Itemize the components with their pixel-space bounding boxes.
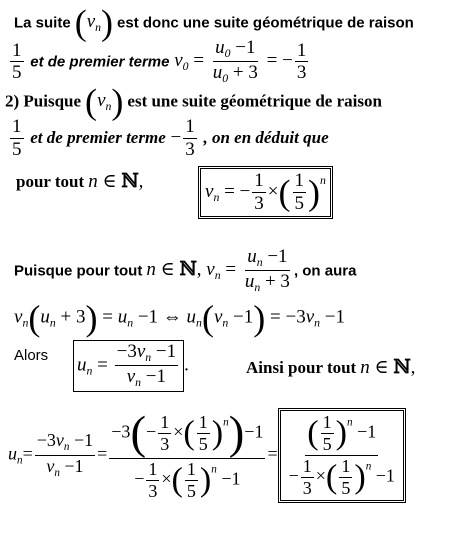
line-6-rest: , on aura	[293, 262, 357, 280]
line-6: Puisque pour tout n ∈ ℕ, $v_n$ = $\frac{u_n -1}{u_n + 3}$ , on aura	[14, 246, 357, 295]
line-1	[14, 5, 414, 41]
line-5-text: pour tout	[16, 172, 85, 191]
sequence-v: $(v_n)$	[74, 3, 114, 43]
line-4-rest: , on en déduit que	[203, 127, 329, 147]
final-equation: $u_n=$ $\frac{-3v_n -1}{v_n -1}$ = −3(− $\frac{1}{3}$ ×( $\frac{1}{5}$ )$^n$)−1 − $\frac{1}{3}$ ×( $\frac{1}{5}$ )$^n$ −1 = ( $\frac{1}{5}$ )$^n$ −1 − $\frac{1}{3}$ ×( $\frac{1}{5}$ )$^n$ −1	[8, 408, 406, 503]
boxed-vn-formula: $v_n$ = − $\frac{1}{3}$ ×( $\frac{1}{5}$ )$^n$	[198, 166, 333, 219]
line-5: pour tout n ∈ ℕ,	[16, 170, 144, 192]
line-7-equation: $v_n(u_n + 3) = u_n -1$ ⇔ $u_n(v_n -1) = -3v_n -1$	[14, 298, 345, 338]
question-2-label: 2) Puisque	[5, 91, 82, 111]
line-1-rest: est donc une suite géométrique de raison	[117, 14, 414, 32]
line-8-ainsi: Ainsi pour tout n ∈ ℕ,	[246, 356, 416, 378]
line-8	[14, 347, 48, 365]
line-4-text: et de premier terme	[30, 127, 166, 147]
line-2-text: et de premier terme	[30, 53, 170, 71]
line-6-text: Puisque pour tout	[14, 262, 143, 280]
line-2: $\frac{1}{5}$ et de premier terme $v_0$ = $\frac{u_0 -1}{u_0 + 3}$ = − $\frac{1}{3}$	[12, 37, 307, 86]
line-3: 2) Puisque $(v_n)$ est une suite géométrique de raison	[5, 82, 382, 122]
line-1-text: La suite	[14, 14, 71, 32]
ratio-fraction: $\frac{1}{5}$	[12, 39, 22, 84]
boxed-un-formula: $u_n$ = $\frac{-3v_n -1}{v_n -1}$ .	[73, 340, 189, 392]
line-4: $\frac{1}{5}$ et de premier terme − $\frac{1}{3}$ , on en déduit que	[12, 116, 329, 160]
alors-label: Alors	[14, 347, 49, 364]
line-3-rest: est une suite géométrique de raison	[127, 91, 382, 111]
ainsi-label: Ainsi pour tout	[246, 358, 357, 377]
